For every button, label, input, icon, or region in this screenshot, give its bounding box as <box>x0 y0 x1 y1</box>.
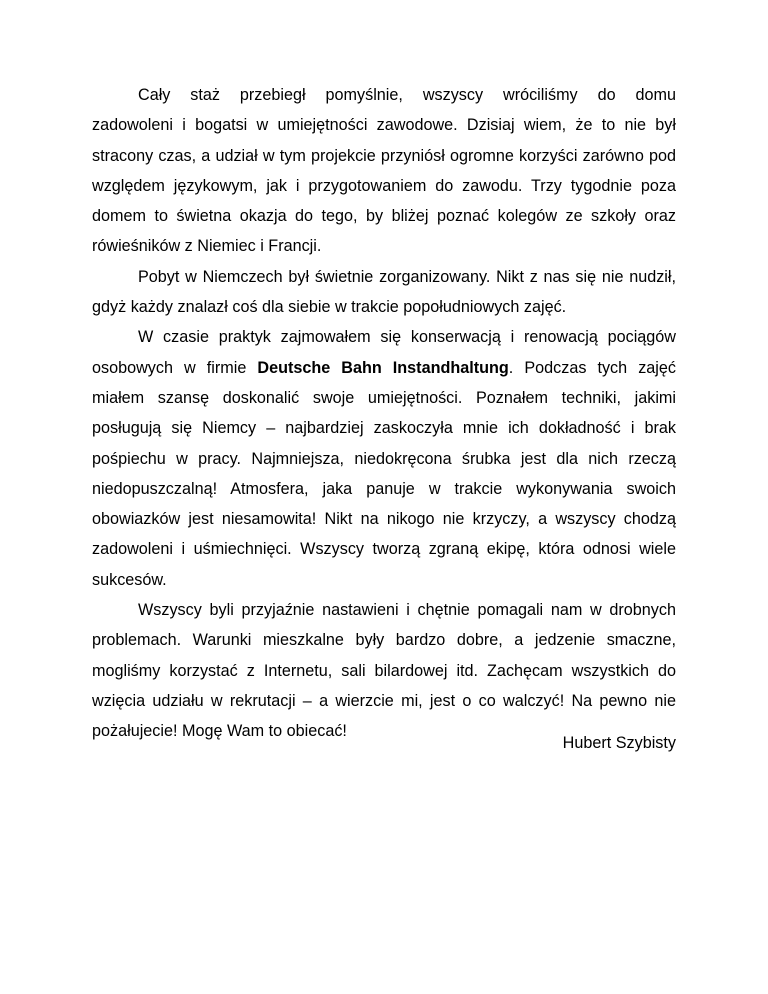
paragraph-4: Wszyscy byli przyjaźnie nastawieni i chętnie pomagali nam w drobnych problemach. Warunki mieszkalne były bardzo dobre, a jedzenie smaczne, mogliśmy korzystać z Internetu, sali bilardowej itd. Zachęcam wszystkich do wzięcia udziału w rekrutacji – a wierzcie mi, jest o co walczyć! Na pewno nie pożałujecie! Mogę Wam to obiecać! <box>92 601 676 741</box>
company-name: Deutsche Bahn Instandhaltung <box>257 358 509 377</box>
paragraph-1-first-line: Cały staż przebiegł pomyślnie, wszyscy wróciliśmy do domu <box>138 86 676 104</box>
paragraph-2: Pobyt w Niemczech był świetnie zorganizowany. Nikt z nas się nie nudził, gdyż każdy znalazł coś dla siebie w trakcie popołudniowych zajęć. <box>92 267 676 317</box>
paragraph-3-text-end: . Podczas tych zajęć miałem szansę doskonalić swoje umiejętności. Poznałem techniki, jakimi posługują się Niemcy – najbardziej zaskoczyła mnie ich dokładność i brak pośpiechu w pracy. Najmniejsza, niedokręcona śrubka jest dla nich rzeczą niedopuszczalną! Atmosfera, jaka panuje w trakcie wykonywania swoich obowiazków jest niesamowita! Nikt na nikogo nie krzyczy, a wszyscy chodzą zadowoleni i uśmiechnięci. Wszyscy tworzą zgraną ekipę, która odnosi wiele sukcesów. <box>92 358 676 589</box>
document-body <box>92 80 676 747</box>
paragraph-3-text-start: W czasie praktyk zajmowałem się konserwacją i renowacją pociągów osobowych w firmie <box>92 328 676 377</box>
paragraph-3 <box>92 322 676 595</box>
author-signature: Hubert Szybisty <box>562 734 676 752</box>
paragraph-1-continuation: zadowoleni i bogatsi w umiejętności zawodowe. Dzisiaj wiem, że to nie był stracony czas, a udział w tym projekcie przyniósł ogromne korzyści zarówno pod względem językowym, jak i przygotowaniem do zawodu. Trzy tygodnie poza domem to świetna okazja do tego, by bliżej poznać kolegów ze szkoły oraz rówieśników z Niemiec i Francji. <box>92 116 676 256</box>
